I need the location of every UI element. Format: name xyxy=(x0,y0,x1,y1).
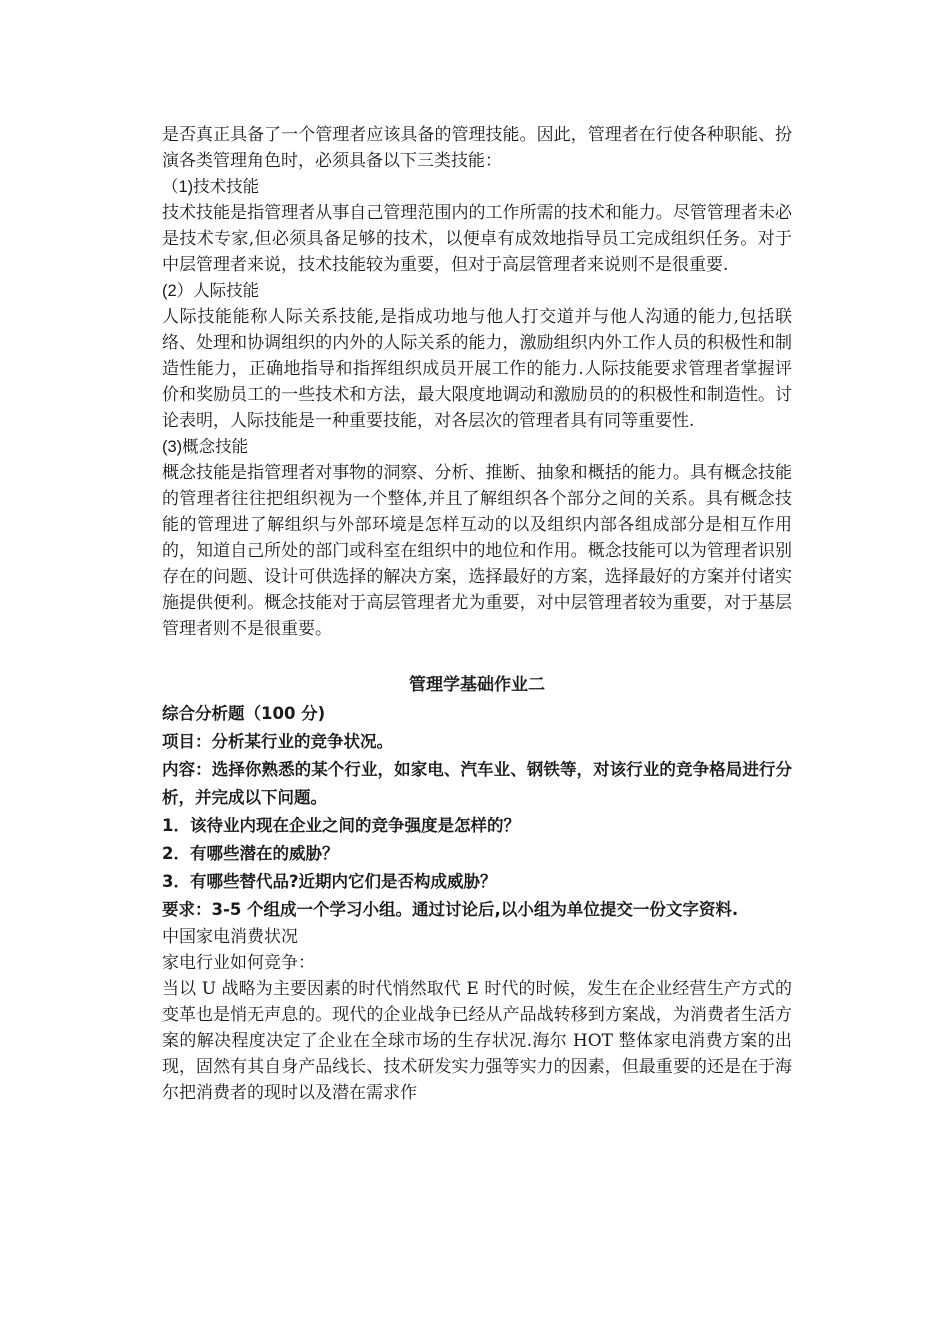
answer-title: 中国家电消费状况 xyxy=(162,927,298,947)
interpersonal-skills-paragraph: 人际技能能称人际关系技能,是指成功地与他人打交道并与他人沟通的能力,包括联络、处理和协调组织的内外的人际关系的能力，激励组织内外工作人员的积极性和制造性能力，正确地指导和指挥组织成员开展工作的能力.人际技能要求管理者掌握评价和奖励员工的一些技术和方法，最大限度地调动和激励员的的积极性和制造性。讨论表明，人际技能是一种重要技能，对各层次的管理者具有同等重要性. xyxy=(162,307,792,431)
blank-line xyxy=(162,642,792,668)
conceptual-skills-paragraph: 概念技能是指管理者对事物的洞察、分析、推断、抽象和概括的能力。具有概念技能的管理者往往把组织视为一个整体,并且了解组织各个部分之间的关系。具有概念技能的管理进了解组织与外部环境是怎样互动的以及组织内部各组成部分是相互作用的，知道自己所处的部门或科室在组织中的地位和作用。概念技能可以为管理者识别存在的问题、设计可供选择的解决方案，选择最好的方案，选择最好的方案并付诸实施提供便利。概念技能对于高层管理者尤为重要，对中层管理者较为重要，对于基层管理者则不是很重要。 xyxy=(162,463,792,639)
section-heading-technical-skills: （1)技术技能 xyxy=(162,178,260,196)
question-item: 2．有哪些潜在的威胁？ xyxy=(162,844,339,863)
question-type: 综合分析题（100 分) xyxy=(162,704,326,723)
section-heading-interpersonal-skills: (2）人际技能 xyxy=(162,282,260,300)
document-page xyxy=(162,122,792,1106)
question-item: 1．该待业内现在企业之间的竞争强度是怎样的？ xyxy=(162,816,520,835)
answer-paragraph: 当以 U 战略为主要因素的时代悄然取代 E 时代的时候，发生在企业经营生产方式的变革也是悄无声息的。现代的企业战争已经从产品战转移到方案战，为消费者生活方案的解决程度决定了企业在全球市场的生存状况.海尔 HOT 整体家电消费方案的出现，固然有其自身产品线长、技术研发实力强等实力的因素，但最重要的还是在于海尔把消费者的现时以及潜在需求作 xyxy=(162,979,792,1103)
intro-paragraph: 是否真正具备了一个管理者应该具备的管理技能。因此，管理者在行使各种职能、扮演各类管理角色时，必须具备以下三类技能： xyxy=(162,125,792,171)
answer-subtitle: 家电行业如何竞争： xyxy=(162,953,315,973)
assignment-title: 管理学基础作业二 xyxy=(409,675,545,695)
section-heading-conceptual-skills: (3)概念技能 xyxy=(162,438,249,456)
question-item: 3．有哪些替代品?近期内它们是否构成威胁？ xyxy=(162,872,497,891)
project-line: 项目：分析某行业的竞争状况。 xyxy=(162,732,393,751)
requirement-line: 要求：3-5 个组成一个学习小组。通过讨论后,以小组为单位提交一份文字资料. xyxy=(162,900,739,919)
technical-skills-paragraph: 技术技能是指管理者从事自己管理范围内的工作所需的技术和能力。尽管管理者未必是技术专家,但必须具备足够的技术，以便卓有成效地指导员工完成组织任务。对于中层管理者来说，技术技能较为重要，但对于高层管理者来说则不是很重要. xyxy=(162,203,792,275)
content-line: 内容：选择你熟悉的某个行业，如家电、汽车业、钢铁等，对该行业的竞争格局进行分析，并完成以下问题。 xyxy=(162,760,792,807)
